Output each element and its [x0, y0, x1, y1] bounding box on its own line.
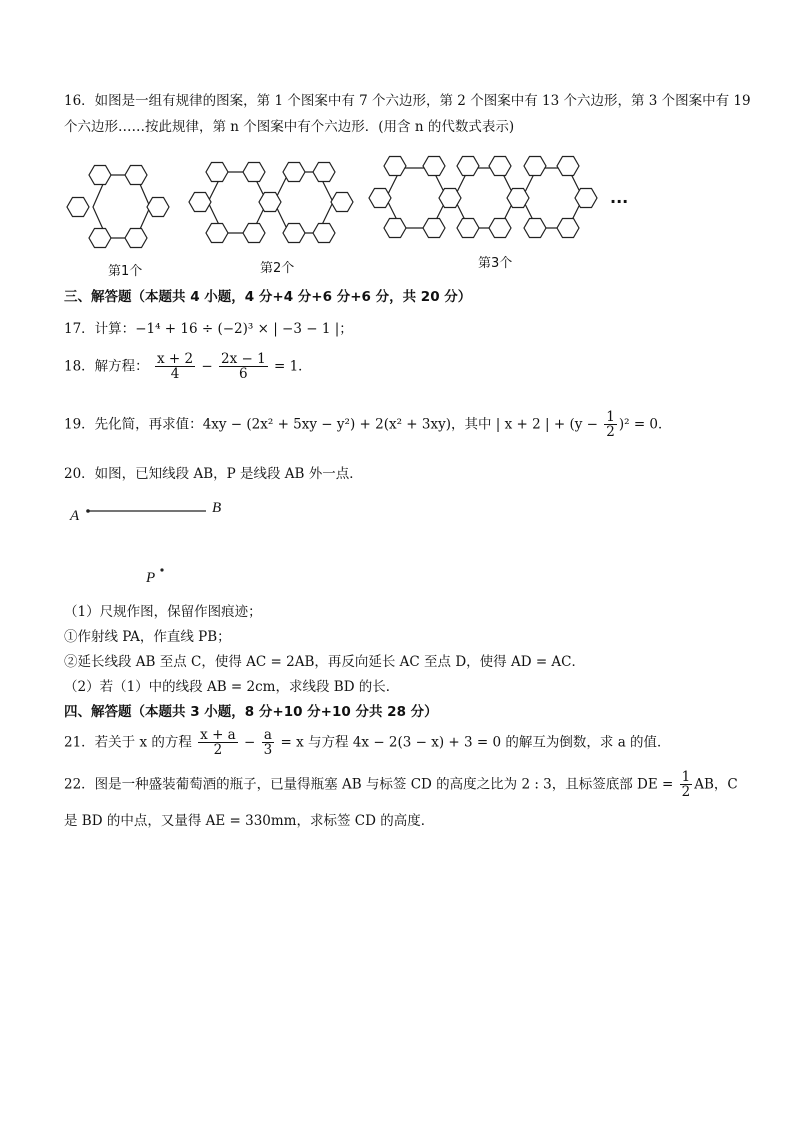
q17	[64, 320, 353, 338]
q20-step2: ②延长线段 AB 至点 C，使得 AC = 2AB，再反向延长 AC 至点 D，使得 AD = AC．	[64, 654, 586, 670]
q21-prefix: 21．若关于 x 的方程	[64, 734, 192, 751]
q18-fraction-2: $\frac{2x - 1}{6}$	[221, 351, 266, 382]
q22-line1	[64, 770, 738, 799]
q21-minus: −	[244, 734, 256, 751]
pattern-ellipsis: ···	[610, 192, 629, 211]
q21	[64, 728, 671, 757]
q19-label: 19．先化简，再求值：	[64, 416, 203, 433]
caption-pattern-2: 第2个	[260, 261, 295, 276]
q19	[64, 410, 672, 439]
q19-half: $\frac{1}{2}$	[606, 409, 615, 440]
q19-condition-prefix: ，其中 | x + 2 | + (y −	[450, 416, 598, 433]
q18	[64, 352, 312, 381]
q20-text: 20．如图，已知线段 AB，P 是线段 AB 外一点．	[64, 466, 363, 482]
q22-line2: 是 BD 的中点，又量得 AE = 330mm，求标签 CD 的高度．	[64, 813, 435, 829]
q18-rhs: = 1．	[273, 358, 312, 375]
point-a-label: A	[70, 508, 80, 524]
q18-fraction-1: $\frac{x + 2}{4}$	[156, 351, 194, 382]
q20-part1: （1）尺规作图，保留作图痕迹；	[64, 604, 262, 620]
q21-fraction-2: $\frac{a}{3}$	[263, 727, 273, 758]
section-3-heading: 三、解答题（本题共 4 小题，4 分+4 分+6 分+6 分，共 20 分）	[64, 289, 472, 305]
pattern-3	[369, 157, 597, 238]
point-p-label: P	[146, 570, 156, 586]
hexagon-pattern-figure	[60, 150, 660, 280]
pattern-2	[189, 163, 353, 243]
q22-half: $\frac{1}{2}$	[681, 769, 691, 800]
q17-label: 17．计算：	[64, 321, 136, 337]
q16-line2: 个六边形……按此规律，第 n 个图案中有个六边形．(用含 n 的代数式表示)	[64, 119, 515, 135]
q17-expression: −1⁴ + 16 ÷ (−2)³ × | −3 − 1 |；	[135, 321, 353, 337]
q16-line1: 16．如图是一组有规律的图案，第 1 个图案中有 7 个六边形，第 2 个图案中有 13 个六边形，第 3 个图案中有 19	[64, 93, 751, 109]
caption-pattern-1: 第1个	[108, 264, 143, 279]
q21-fraction-1: $\frac{x + a}{2}$	[200, 727, 236, 758]
q19-expression: 4xy − (2x² + 5xy − y²) + 2(x² + 3xy)	[202, 416, 451, 433]
section-4-heading: 四、解答题（本题共 3 小题，8 分+10 分+10 分共 28 分）	[64, 704, 438, 720]
point-b-label: B	[212, 500, 222, 516]
q20-part2: （2）若（1）中的线段 AB = 2cm，求线段 BD 的长．	[64, 679, 400, 695]
q20-step1: ①作射线 PA，作直线 PB；	[64, 629, 231, 645]
q19-condition-suffix: )² = 0．	[618, 416, 672, 433]
q22-prefix: 22．图是一种盛装葡萄酒的瓶子，已量得瓶塞 AB 与标签 CD 的高度之比为 2 : 3，且标签底部 DE =	[64, 776, 674, 793]
q22-after-fraction: AB，C	[694, 776, 738, 793]
q18-minus: −	[201, 358, 213, 375]
q18-label: 18．解方程：	[64, 358, 149, 375]
segment-ab-figure	[60, 498, 260, 598]
pattern-1	[67, 166, 169, 248]
caption-pattern-3: 第3个	[478, 256, 513, 271]
q21-suffix: = x 与方程 4x − 2(3 − x) + 3 = 0 的解互为倒数，求 a 的值．	[280, 734, 671, 751]
